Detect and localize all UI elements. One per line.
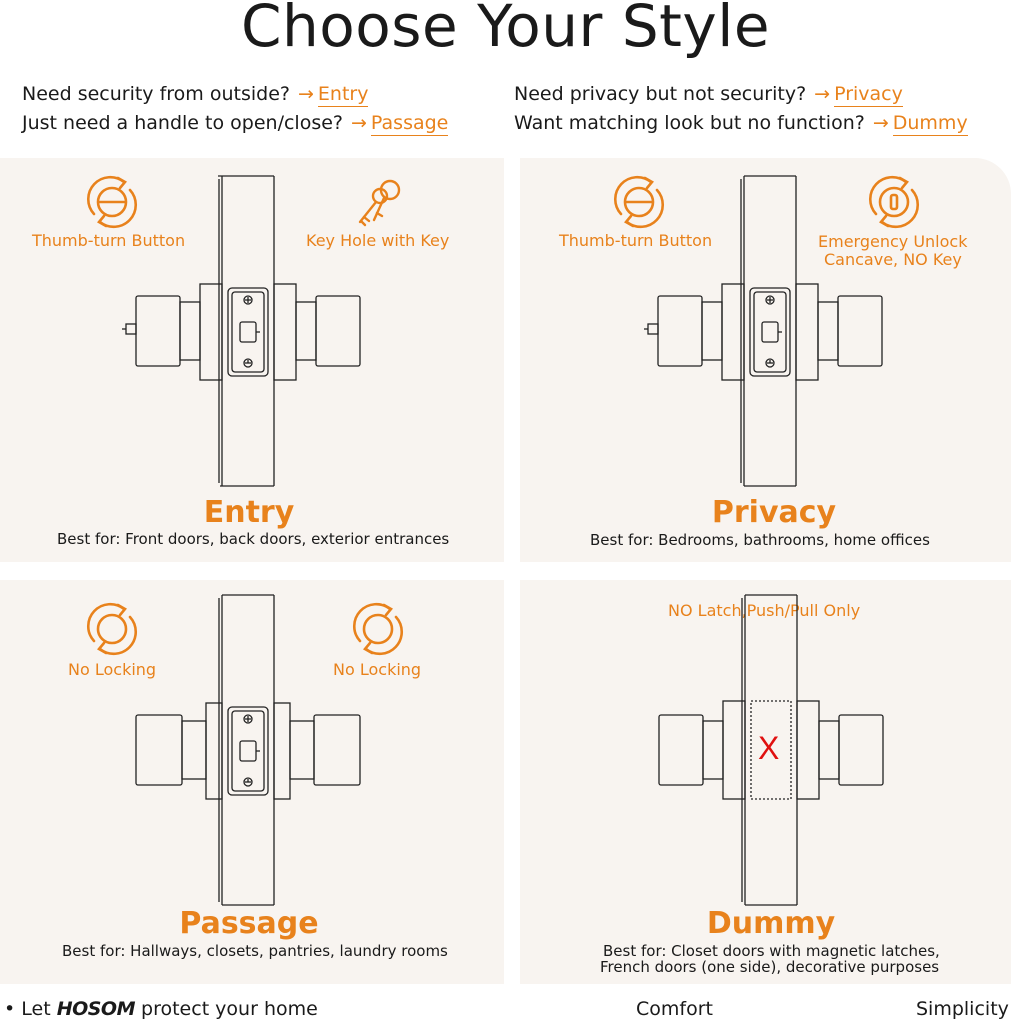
entry-right-label: Key Hole with Key xyxy=(306,231,450,250)
footer-simplicity: Simplicity xyxy=(916,998,1009,1020)
arrow-right-icon: → xyxy=(351,112,367,134)
dummy-best-for-1: Best for: Closet doors with magnetic latches, xyxy=(603,942,940,960)
passage-left-label: No Locking xyxy=(68,660,157,679)
link-privacy[interactable]: Privacy xyxy=(834,83,903,105)
dummy-best-for-2: French doors (one side), decorative purposes xyxy=(600,958,940,976)
arrow-right-icon: → xyxy=(297,83,314,105)
question-text: Just need a handle to open/close? xyxy=(22,112,343,134)
privacy-right-label-1: Emergency Unlock xyxy=(818,232,968,251)
entry-left-label: Thumb-turn Button xyxy=(32,231,186,250)
question-text: Need security from outside? xyxy=(22,83,290,105)
arrow-right-icon: → xyxy=(872,112,889,134)
privacy-right-label-2: Cancave, NO Key xyxy=(824,250,962,269)
question-text: Need privacy but not security? xyxy=(514,83,807,105)
dummy-top-label: NO Latch,Push/Pull Only xyxy=(668,601,861,620)
privacy-best-for: Best for: Bedrooms, bathrooms, home offices xyxy=(590,531,930,549)
question-entry xyxy=(22,83,368,105)
question-privacy xyxy=(514,83,903,105)
entry-title: Entry xyxy=(203,495,295,530)
link-entry[interactable]: Entry xyxy=(317,83,369,105)
footer-comfort: Comfort xyxy=(636,998,713,1020)
passage-title: Passage xyxy=(179,906,319,941)
question-text: Want matching look but no function? xyxy=(514,112,865,134)
footer-slogan xyxy=(4,998,318,1020)
footer-suffix: protect your home xyxy=(141,998,318,1020)
privacy-lock-diagram xyxy=(640,176,890,486)
footer-prefix: • Let xyxy=(4,998,51,1020)
no-latch-x-mark: X xyxy=(758,730,780,766)
entry-best-for: Best for: Front doors, back doors, exterior entrances xyxy=(57,530,450,548)
passage-best-for: Best for: Hallways, closets, pantries, laundry rooms xyxy=(62,942,448,960)
brand-logo: HOSOM xyxy=(56,998,135,1020)
privacy-left-label: Thumb-turn Button xyxy=(559,231,713,250)
question-passage xyxy=(22,112,448,134)
page-title: Choose Your Style xyxy=(241,0,770,60)
arrow-right-icon: → xyxy=(814,83,831,105)
entry-lock-diagram xyxy=(118,176,368,486)
passage-lock-diagram xyxy=(118,595,368,905)
question-dummy xyxy=(514,112,968,134)
privacy-title: Privacy xyxy=(711,495,837,530)
link-passage[interactable]: Passage xyxy=(370,112,449,134)
dummy-title: Dummy xyxy=(706,906,836,941)
link-dummy[interactable]: Dummy xyxy=(892,112,968,134)
passage-right-label: No Locking xyxy=(333,660,422,679)
